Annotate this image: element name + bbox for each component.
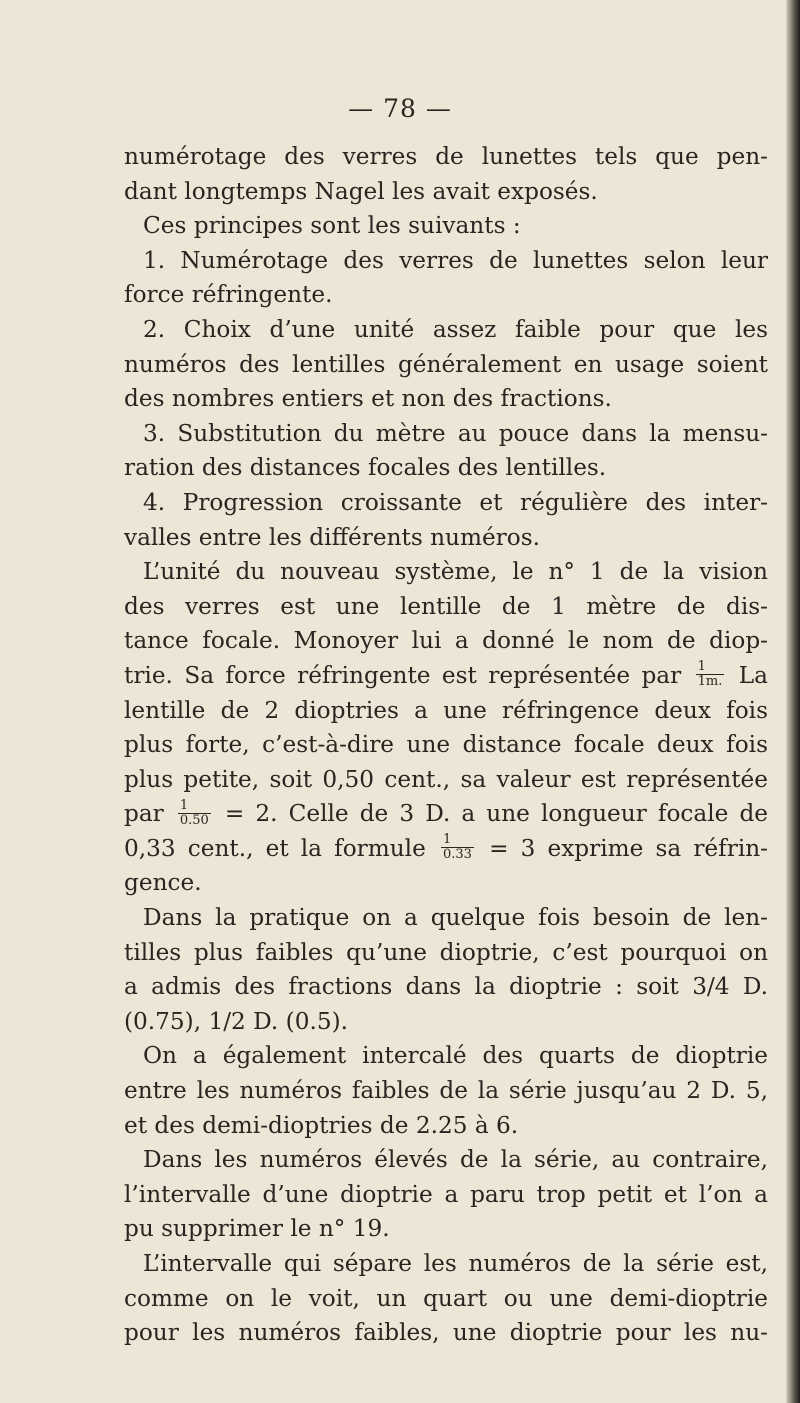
text-line: lentille de 2 dioptries a une réfringence deux fois: [124, 696, 768, 724]
text-line: des verres est une lentille de 1 mètre de dis-: [124, 592, 768, 620]
fraction-numerator: 1: [696, 660, 725, 675]
text-line-with-fraction: [124, 797, 768, 832]
fraction-numerator: 1: [178, 799, 211, 814]
text-segment: = 3 exprime sa réfrin-: [489, 834, 769, 862]
fraction: [178, 799, 211, 828]
text-line: L’intervalle qui sépare les numéros de la série est,: [143, 1250, 768, 1277]
text-line: valles entre les différents numéros.: [124, 523, 540, 551]
text-line: 2. Choix d’une unité assez faible pour que les: [143, 315, 768, 343]
text-segment: par: [124, 800, 164, 828]
text-line: tilles plus faibles qu’une dioptrie, c’est pourquoi on: [124, 938, 768, 966]
text-line: pour les numéros faibles, une dioptrie pour les nu-: [124, 1319, 768, 1347]
text-line: Dans la pratique on a quelque fois besoin de len-: [143, 904, 768, 932]
text-line: Ces principes sont les suivants :: [143, 212, 521, 240]
page-number: — 78 —: [348, 94, 452, 123]
text-line: numérotage des verres de lunettes tels que pen-: [124, 143, 768, 170]
text-line: 1. Numérotage des verres de lunettes selon leur: [143, 246, 768, 274]
text-line: numéros des lentilles généralement en usage soient: [124, 350, 768, 378]
text-line: des nombres entiers et non des fractions.: [124, 385, 612, 413]
text-segment: La: [738, 661, 768, 689]
text-line: force réfringente.: [124, 281, 333, 309]
text-line: dant longtemps Nagel les avait exposés.: [124, 177, 598, 205]
text-line: On a également intercalé des quarts de dioptrie: [143, 1042, 768, 1070]
fraction-denominator: 1m.: [697, 674, 723, 690]
text-line: 4. Progression croissante et régulière des inter-: [143, 488, 768, 516]
fraction: [696, 660, 725, 689]
text-line: 3. Substitution du mètre au pouce dans la mensu-: [143, 419, 768, 447]
fraction-denominator: 0.50: [179, 812, 209, 828]
text-line: Dans les numéros élevés de la série, au contraire,: [143, 1146, 768, 1174]
text-line: comme on le voit, un quart ou une demi-dioptrie: [124, 1284, 768, 1312]
text-line: entre les numéros faibles de la série jusqu’au 2 D. 5,: [124, 1077, 768, 1105]
text-segment: 0,33 cent., et la formule: [124, 834, 426, 862]
fraction: [441, 833, 474, 862]
text-line: l’intervalle d’une dioptrie a paru trop petit et l’on a: [124, 1180, 768, 1208]
fraction-numerator: 1: [441, 833, 474, 848]
text-line: gence.: [124, 869, 202, 897]
text-line: pu supprimer le n° 19.: [124, 1215, 390, 1243]
text-line-with-fraction: [124, 832, 768, 867]
text-line: L’unité du nouveau système, le n° 1 de la vision: [143, 558, 768, 586]
text-line: ration des distances focales des lentilles.: [124, 454, 607, 482]
text-line: plus petite, soit 0,50 cent., sa valeur est représentée: [124, 765, 768, 793]
body-text: [124, 140, 768, 1351]
text-line-with-fraction: [124, 659, 768, 694]
text-line: (0.75), 1/2 D. (0.5).: [124, 1007, 348, 1035]
text-segment: = 2. Celle de 3 D. a une longueur focale de: [224, 800, 769, 828]
text-segment: trie. Sa force réfringente est représentée par: [124, 661, 682, 689]
page-edge-shadow: [786, 0, 800, 1403]
text-line: et des demi-dioptries de 2.25 à 6.: [124, 1111, 519, 1139]
fraction-denominator: 0.33: [442, 847, 472, 863]
text-line: plus forte, c’est-à-dire une distance focale deux fois: [124, 731, 768, 759]
text-line: tance focale. Monoyer lui a donné le nom de diop-: [124, 627, 768, 655]
text-line: a admis des fractions dans la dioptrie : soit 3/4 D.: [124, 973, 768, 1001]
